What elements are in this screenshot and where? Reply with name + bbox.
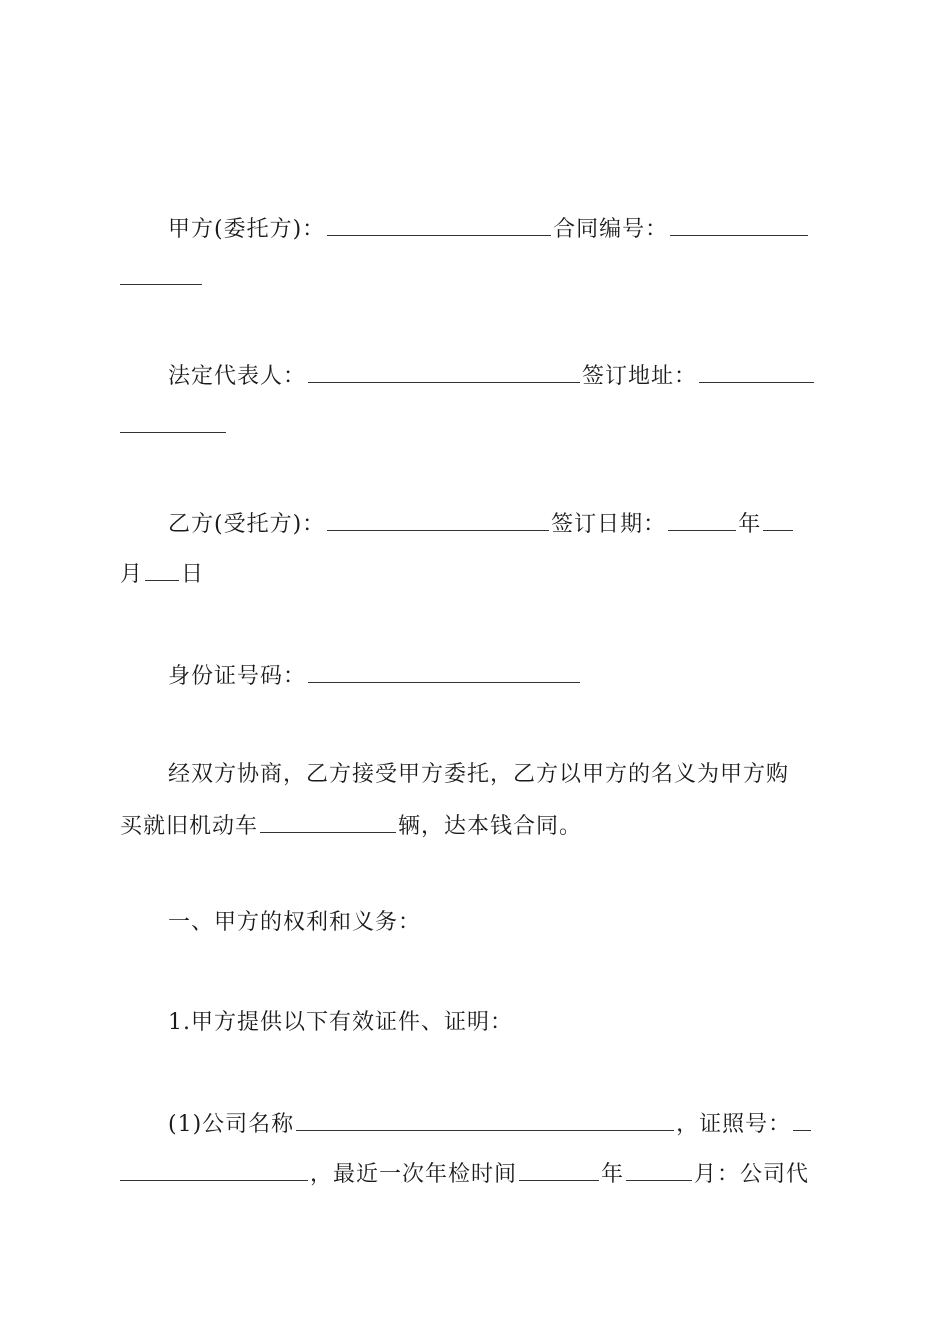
item1-1-line bbox=[120, 1108, 830, 1140]
id-number-label: 身份证号码： bbox=[168, 664, 307, 689]
sign-address-continuation bbox=[120, 410, 830, 442]
party-b-label: 乙方(受托方)： bbox=[168, 512, 326, 537]
legal-rep-blank[interactable] bbox=[308, 360, 580, 383]
party-b-blank[interactable] bbox=[327, 508, 549, 531]
sign-month-blank[interactable] bbox=[763, 508, 793, 531]
party-b-line bbox=[120, 508, 830, 540]
contract-no-blank-cont[interactable] bbox=[120, 262, 202, 285]
month-label: 月 bbox=[120, 562, 144, 587]
sign-year-blank[interactable] bbox=[668, 508, 736, 531]
section1-title-text: 一、甲方的权利和义务： bbox=[168, 910, 422, 935]
sign-date-label: 签订日期： bbox=[551, 512, 667, 537]
item1-1-continuation bbox=[120, 1158, 830, 1190]
intro-line-1 bbox=[120, 760, 830, 790]
license-no-label: ，证照号： bbox=[676, 1112, 792, 1137]
contract-no-label: 合同编号： bbox=[553, 217, 669, 242]
inspection-year-label: 年 bbox=[601, 1162, 625, 1187]
section1-title bbox=[120, 908, 830, 938]
sign-address-blank[interactable] bbox=[699, 360, 814, 383]
legal-rep-label: 法定代表人： bbox=[168, 364, 307, 389]
year-label: 年 bbox=[738, 512, 762, 537]
id-number-blank[interactable] bbox=[308, 660, 580, 683]
inspection-month-label: 月 bbox=[694, 1162, 718, 1187]
item1-line bbox=[120, 1008, 830, 1038]
id-number-line bbox=[120, 660, 830, 692]
sign-address-blank-cont[interactable] bbox=[120, 410, 226, 433]
license-no-blank-cont[interactable] bbox=[120, 1158, 308, 1181]
sign-date-continuation bbox=[120, 558, 830, 590]
party-a-line bbox=[120, 213, 830, 245]
party-a-label: 甲方(委托方)： bbox=[168, 217, 326, 242]
license-no-blank[interactable] bbox=[793, 1108, 811, 1131]
company-name-label: (1)公司名称 bbox=[168, 1112, 295, 1137]
sign-day-blank[interactable] bbox=[145, 558, 179, 581]
inspection-year-blank[interactable] bbox=[519, 1158, 599, 1181]
inspection-month-blank[interactable] bbox=[626, 1158, 692, 1181]
sign-address-label: 签订地址： bbox=[582, 364, 698, 389]
intro-text-2a: 买就旧机动车 bbox=[120, 814, 259, 839]
company-name-blank[interactable] bbox=[296, 1108, 674, 1131]
party-a-blank[interactable] bbox=[327, 213, 551, 236]
inspection-label: ，最近一次年检时间 bbox=[310, 1162, 518, 1187]
company-rep-text: ：公司代 bbox=[717, 1162, 810, 1187]
intro-line-2 bbox=[120, 810, 830, 842]
day-label: 日 bbox=[181, 562, 205, 587]
contract-no-blank[interactable] bbox=[670, 213, 808, 236]
contract-no-continuation bbox=[120, 262, 830, 294]
legal-rep-line bbox=[120, 360, 830, 392]
vehicle-count-blank[interactable] bbox=[260, 810, 396, 833]
intro-text-1: 经双方协商，乙方接受甲方委托，乙方以甲方的名义为甲方购 bbox=[168, 762, 790, 787]
item1-text: 1.甲方提供以下有效证件、证明： bbox=[168, 1010, 513, 1035]
intro-text-2b: 辆，达本钱合同。 bbox=[398, 814, 583, 839]
